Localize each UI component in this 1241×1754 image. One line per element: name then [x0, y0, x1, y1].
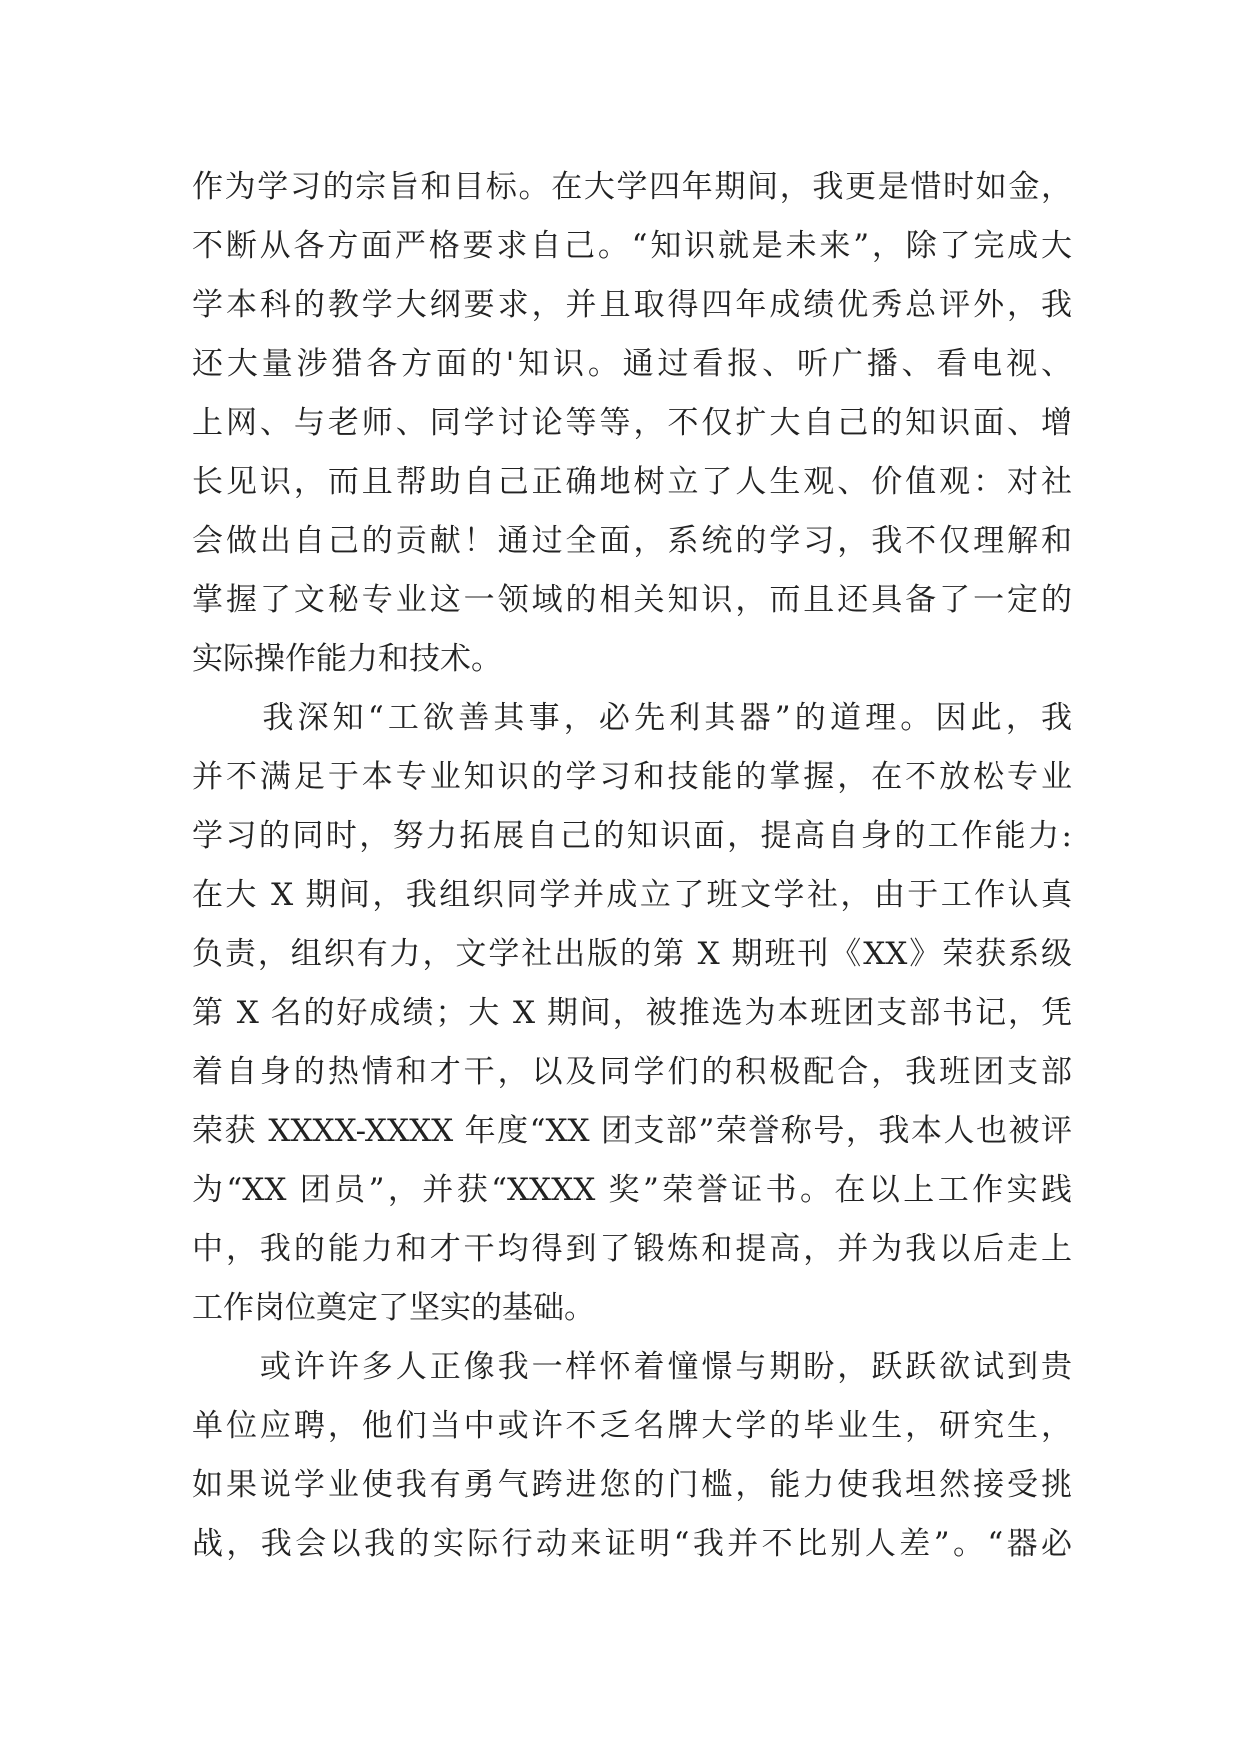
text-line: 荣获 XXXX-XXXX 年度“XX 团支部”荣誉称号，我本人也被评	[192, 1113, 1072, 1149]
text-line: 作为学习的宗旨和目标。在大学四年期间，我更是惜时如金，	[192, 169, 1072, 205]
text-line: 还大量涉猎各方面的'知识。通过看报、听广播、看电视、	[192, 346, 1072, 382]
text-line: 我深知“工欲善其事，必先利其器”的道理。因此，我	[192, 700, 1072, 736]
text-line: 上网、与老师、同学讨论等等，不仅扩大自己的知识面、增	[192, 405, 1072, 441]
text-line: 长见识，而且帮助自己正确地树立了人生观、价值观：对社	[192, 464, 1072, 500]
text-line: 着自身的热情和才干，以及同学们的积极配合，我班团支部	[192, 1054, 1072, 1090]
text-line: 或许许多人正像我一样怀着憧憬与期盼，跃跃欲试到贵	[192, 1349, 1072, 1385]
text-line: 学习的同时，努力拓展自己的知识面，提高自身的工作能力:	[192, 818, 1072, 854]
text-line: 为“XX 团员”，并获“XXXX 奖”荣誉证书。在以上工作实践	[192, 1172, 1072, 1208]
text-line: 如果说学业使我有勇气跨进您的门槛，能力使我坦然接受挑	[192, 1467, 1072, 1503]
text-line: 学本科的教学大纲要求，并且取得四年成绩优秀总评外，我	[192, 287, 1072, 323]
body-text	[192, 158, 1072, 1574]
text-line: 工作岗位奠定了坚实的基础。	[192, 1290, 595, 1326]
text-line: 不断从各方面严格要求自己。“知识就是未来”，除了完成大	[192, 228, 1072, 264]
text-line: 中，我的能力和才干均得到了锻炼和提高，并为我以后走上	[192, 1231, 1072, 1267]
text-line: 战，我会以我的实际行动来证明“我并不比别人差”。“器必	[192, 1526, 1072, 1562]
text-line: 第 X 名的好成绩；大 X 期间，被推选为本班团支部书记，凭	[192, 995, 1072, 1031]
text-line: 实际操作能力和技术。	[192, 641, 502, 677]
text-line: 负责，组织有力，文学社出版的第 X 期班刊《XX》荣获系级	[192, 936, 1072, 972]
text-line: 掌握了文秘专业这一领域的相关知识，而且还具备了一定的	[192, 582, 1072, 618]
text-line: 单位应聘，他们当中或许不乏名牌大学的毕业生，研究生，	[192, 1408, 1072, 1444]
text-line: 会做出自己的贡献！通过全面，系统的学习，我不仅理解和	[192, 523, 1072, 559]
text-line: 并不满足于本专业知识的学习和技能的掌握，在不放松专业	[192, 759, 1072, 795]
text-line: 在大 X 期间，我组织同学并成立了班文学社，由于工作认真	[192, 877, 1072, 913]
